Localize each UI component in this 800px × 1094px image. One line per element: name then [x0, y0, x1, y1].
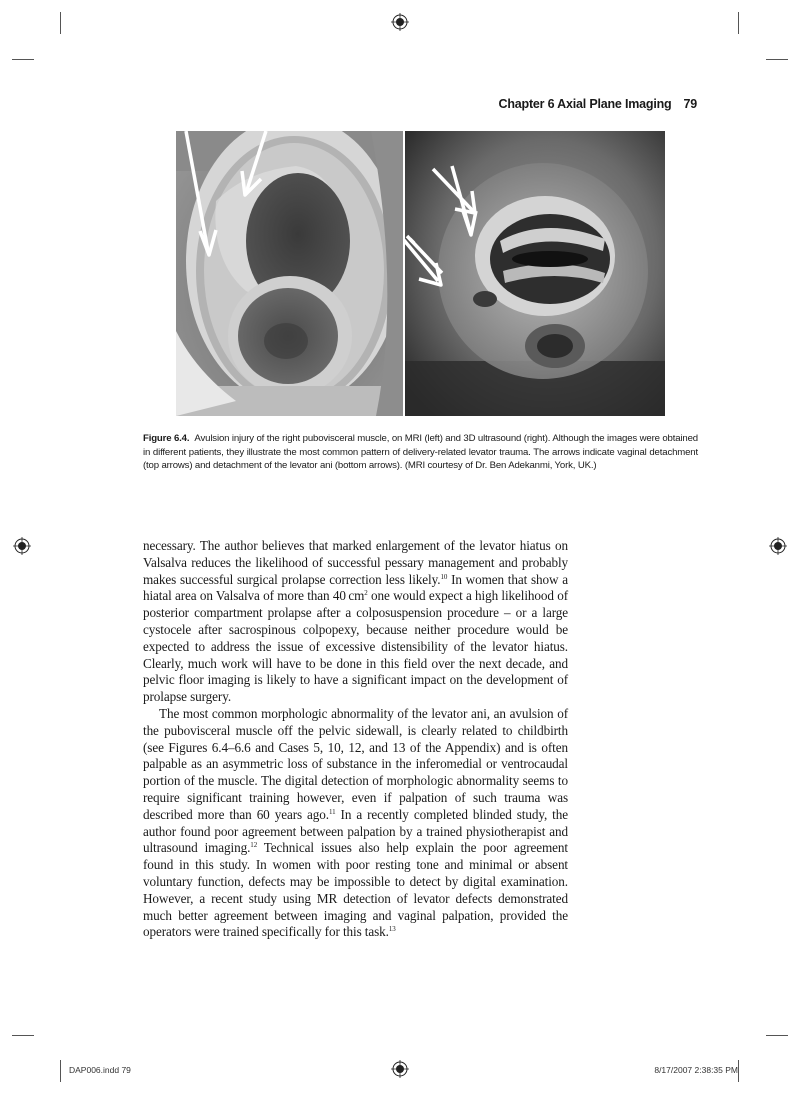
crop-mark: [766, 59, 788, 60]
crop-mark: [60, 1060, 61, 1082]
crop-mark: [12, 1035, 34, 1036]
reference-marker: 10: [440, 572, 448, 581]
paragraph: [143, 706, 568, 941]
text-run: In women that show a hiatal area on Valsalva of more than 40 cm: [143, 571, 568, 604]
text-run: necessary. The author believes that marked enlargement of the levator hiatus on Valsalva reduces the likelihood of successful pessary management and probably makes successful surgical prolapse correction less likely.: [143, 538, 568, 587]
text-run: In a recently completed blinded study, the author found poor agreement between palpation by a trained physiotherapist and ultrasound imaging.: [143, 806, 568, 856]
mri-image: [176, 131, 403, 416]
figure-caption-text: Avulsion injury of the right pubovisceral muscle, on MRI (left) and 3D ultrasound (right). Although the images were obtained in different patients, they illustrate the most common pattern of delivery-related levator trauma. The arrows indicate vaginal detachment (top arrows) and detachment of the levator ani (bottom arrows). (MRI courtesy of Dr. Ben Adekanmi, York, UK.): [143, 433, 698, 472]
page-number: 79: [683, 97, 697, 111]
reference-marker: 13: [388, 925, 396, 934]
figure-label: Figure 6.4.: [143, 433, 190, 444]
figure-caption: [143, 432, 698, 473]
registration-mark-icon: [391, 1060, 409, 1078]
crop-mark: [766, 1035, 788, 1036]
paragraph: [143, 538, 568, 706]
unit-superscript: 2: [364, 589, 368, 598]
registration-mark-icon: [769, 537, 787, 555]
crop-mark: [60, 12, 61, 34]
body-text: [143, 538, 568, 941]
registration-mark-icon: [13, 537, 31, 555]
running-head: [400, 97, 697, 111]
registration-mark-icon: [391, 13, 409, 31]
chapter-title: Chapter 6 Axial Plane Imaging: [498, 97, 672, 111]
reference-marker: 12: [250, 841, 258, 850]
crop-mark: [738, 12, 739, 34]
text-run: The most common morphologic abnormality of the levator ani, an avulsion of the pubovisceral muscle off the pelvic sidewall, is clearly related to childbirth (see Figures 6.4–6.6 and Cases 5, 10, 12, and 13 of the Appendix) and is often palpable as an asymmetric loss of substance in the inferomedial or ventrocaudal portion of the muscle. The digital detection of morphologic abnormality seems to require significant training however, even if palpation of such trauma was described more than 60 years ago.: [143, 705, 568, 822]
slug-file: DAP006.indd 79: [69, 1065, 131, 1075]
ultrasound-image: [405, 131, 665, 416]
figure-6-4: [176, 131, 665, 416]
crop-mark: [738, 1060, 739, 1082]
reference-marker: 11: [328, 807, 336, 816]
text-run: Technical issues also help explain the poor agreement found in this study. In women with poor resting tone and minimal or absent voluntary function, defects may be impossible to detect by digital examination. However, a recent study using MR detection of levator defects demonstrated much better agreement between imaging and vaginal palpation, provided the operators were trained specifically for this task.: [143, 840, 568, 940]
crop-mark: [12, 59, 34, 60]
text-run: one would expect a high likelihood of posterior compartment prolapse after a colposuspension procedure – or a large cystocele after sacrospinous colpopexy, because neither procedure would be expected to address the issue of excessive distensibility of the levator hiatus. Clearly, much work will have to be done in this field over the next decade, and pelvic floor imaging is likely to have a significant impact on the development of prolapse surgery.: [143, 588, 568, 705]
slug-timestamp: 8/17/2007 2:38:35 PM: [654, 1065, 738, 1075]
